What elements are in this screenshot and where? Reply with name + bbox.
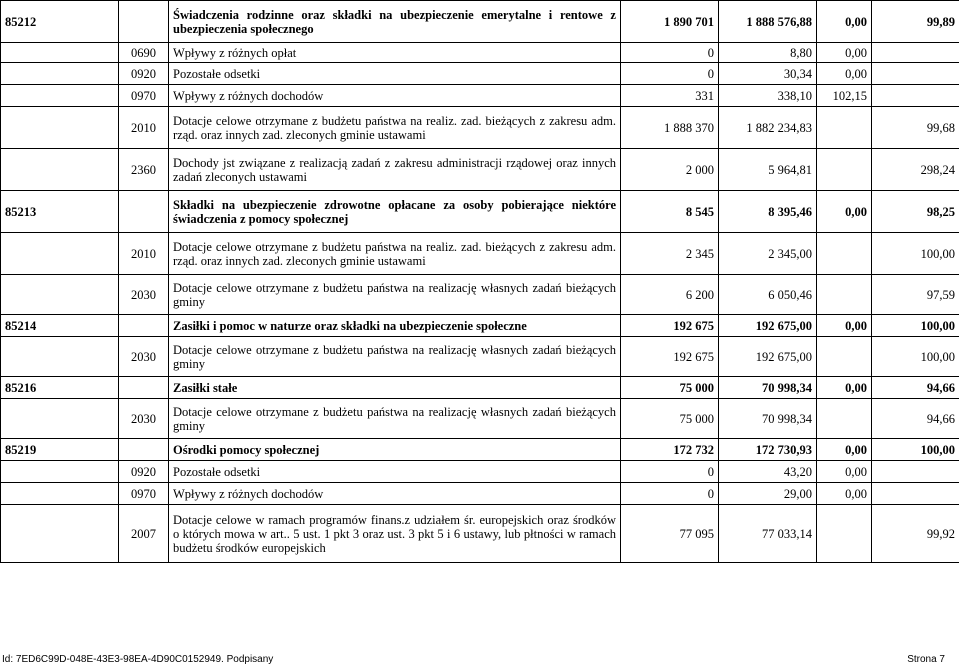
paragraph-code (119, 1, 169, 43)
percent-value (872, 85, 959, 107)
row-description: Dochody jst związane z realizacją zadań z zakresu administracji rządowej oraz innych zadań zleconych ustawami (169, 149, 621, 191)
percent-value (872, 461, 959, 483)
percent-value: 97,59 (872, 275, 959, 315)
section-code (1, 483, 119, 505)
plan-value: 0 (621, 461, 719, 483)
table-row (1, 43, 959, 63)
paragraph-code: 0920 (119, 461, 169, 483)
paragraph-code: 2010 (119, 233, 169, 275)
percent-value: 100,00 (872, 233, 959, 275)
remaining-value: 0,00 (817, 315, 872, 337)
section-code (1, 399, 119, 439)
table-row (1, 85, 959, 107)
row-description: Świadczenia rodzinne oraz składki na ubezpieczenie emerytalne i rentowe z ubezpieczenia społecznego (169, 1, 621, 43)
plan-value: 331 (621, 85, 719, 107)
table-row (1, 63, 959, 85)
paragraph-code: 0920 (119, 63, 169, 85)
table-row (1, 275, 959, 315)
paragraph-code (119, 315, 169, 337)
percent-value: 94,66 (872, 399, 959, 439)
paragraph-code: 2007 (119, 505, 169, 563)
table-row (1, 233, 959, 275)
section-row (1, 1, 959, 43)
paragraph-code: 2030 (119, 275, 169, 315)
paragraph-code (119, 439, 169, 461)
section-row (1, 191, 959, 233)
executed-value: 338,10 (719, 85, 817, 107)
percent-value (872, 63, 959, 85)
remaining-value: 0,00 (817, 63, 872, 85)
section-code (1, 63, 119, 85)
plan-value: 2 000 (621, 149, 719, 191)
executed-value: 29,00 (719, 483, 817, 505)
row-description: Dotacje celowe otrzymane z budżetu państwa na realizację własnych zadań bieżących gminy (169, 275, 621, 315)
table-body (1, 1, 959, 563)
remaining-value (817, 337, 872, 377)
row-description: Dotacje celowe otrzymane z budżetu państwa na realizację własnych zadań bieżących gminy (169, 399, 621, 439)
percent-value: 99,92 (872, 505, 959, 563)
remaining-value: 0,00 (817, 461, 872, 483)
row-description: Wpływy z różnych dochodów (169, 483, 621, 505)
executed-value: 1 888 576,88 (719, 1, 817, 43)
remaining-value (817, 399, 872, 439)
executed-value: 70 998,34 (719, 377, 817, 399)
paragraph-code: 2010 (119, 107, 169, 149)
remaining-value: 0,00 (817, 377, 872, 399)
row-description: Dotacje celowe otrzymane z budżetu państwa na realiz. zad. bieżących z zakresu adm. rząd. oraz innych zad. zleconych gminie ustawami (169, 107, 621, 149)
section-row (1, 439, 959, 461)
plan-value: 0 (621, 63, 719, 85)
section-row (1, 377, 959, 399)
executed-value: 5 964,81 (719, 149, 817, 191)
plan-value: 172 732 (621, 439, 719, 461)
executed-value: 70 998,34 (719, 399, 817, 439)
plan-value: 192 675 (621, 315, 719, 337)
row-description: Wpływy z różnych opłat (169, 43, 621, 63)
percent-value: 99,68 (872, 107, 959, 149)
plan-value: 6 200 (621, 275, 719, 315)
section-code: 85219 (1, 439, 119, 461)
executed-value: 2 345,00 (719, 233, 817, 275)
section-code (1, 505, 119, 563)
section-code (1, 85, 119, 107)
executed-value: 30,34 (719, 63, 817, 85)
table-row (1, 399, 959, 439)
row-description: Pozostałe odsetki (169, 63, 621, 85)
remaining-value: 102,15 (817, 85, 872, 107)
plan-value: 1 890 701 (621, 1, 719, 43)
plan-value: 77 095 (621, 505, 719, 563)
row-description: Pozostałe odsetki (169, 461, 621, 483)
row-description: Dotacje celowe otrzymane z budżetu państwa na realizację własnych zadań bieżących gminy (169, 337, 621, 377)
paragraph-code (119, 191, 169, 233)
remaining-value (817, 275, 872, 315)
plan-value: 1 888 370 (621, 107, 719, 149)
paragraph-code: 2030 (119, 337, 169, 377)
executed-value: 43,20 (719, 461, 817, 483)
plan-value: 75 000 (621, 377, 719, 399)
executed-value: 8 395,46 (719, 191, 817, 233)
paragraph-code: 0970 (119, 85, 169, 107)
page-number: Strona 7 (907, 654, 945, 665)
section-code (1, 43, 119, 63)
remaining-value (817, 107, 872, 149)
remaining-value: 0,00 (817, 191, 872, 233)
row-description: Ośrodki pomocy społecznej (169, 439, 621, 461)
section-row (1, 315, 959, 337)
percent-value: 94,66 (872, 377, 959, 399)
section-code: 85216 (1, 377, 119, 399)
paragraph-code: 0690 (119, 43, 169, 63)
percent-value (872, 483, 959, 505)
plan-value: 75 000 (621, 399, 719, 439)
table-row (1, 461, 959, 483)
section-code: 85213 (1, 191, 119, 233)
section-code: 85212 (1, 1, 119, 43)
paragraph-code: 2360 (119, 149, 169, 191)
table-row (1, 107, 959, 149)
executed-value: 192 675,00 (719, 315, 817, 337)
row-description: Dotacje celowe w ramach programów finans.z udziałem śr. europejskich oraz środków o których mowa w art.. 5 ust. 1 pkt 3 oraz ust. 3 pkt 5 i 6 ustawy, lub płtności w ramach budżetu środków europejskich (169, 505, 621, 563)
table-row (1, 149, 959, 191)
remaining-value: 0,00 (817, 439, 872, 461)
remaining-value: 0,00 (817, 43, 872, 63)
percent-value: 100,00 (872, 439, 959, 461)
percent-value: 100,00 (872, 315, 959, 337)
table-row (1, 505, 959, 563)
executed-value: 6 050,46 (719, 275, 817, 315)
plan-value: 0 (621, 43, 719, 63)
table-row (1, 483, 959, 505)
percent-value: 98,25 (872, 191, 959, 233)
row-description: Zasiłki i pomoc w naturze oraz składki na ubezpieczenie społeczne (169, 315, 621, 337)
row-description: Zasiłki stałe (169, 377, 621, 399)
row-description: Dotacje celowe otrzymane z budżetu państwa na realiz. zad. bieżących z zakresu adm. rząd. oraz innych zad. zleconych gminie ustawami (169, 233, 621, 275)
executed-value: 8,80 (719, 43, 817, 63)
remaining-value: 0,00 (817, 1, 872, 43)
section-code: 85214 (1, 315, 119, 337)
section-code (1, 149, 119, 191)
document-id: Id: 7ED6C99D-048E-43E3-98EA-4D90C0152949. Podpisany (2, 654, 274, 665)
executed-value: 192 675,00 (719, 337, 817, 377)
row-description: Wpływy z różnych dochodów (169, 85, 621, 107)
section-code (1, 107, 119, 149)
plan-value: 0 (621, 483, 719, 505)
paragraph-code: 0970 (119, 483, 169, 505)
percent-value: 99,89 (872, 1, 959, 43)
plan-value: 8 545 (621, 191, 719, 233)
plan-value: 2 345 (621, 233, 719, 275)
paragraph-code (119, 377, 169, 399)
section-code (1, 337, 119, 377)
section-code (1, 275, 119, 315)
executed-value: 1 882 234,83 (719, 107, 817, 149)
remaining-value (817, 149, 872, 191)
section-code (1, 461, 119, 483)
plan-value: 192 675 (621, 337, 719, 377)
remaining-value (817, 233, 872, 275)
section-code (1, 233, 119, 275)
percent-value (872, 43, 959, 63)
executed-value: 172 730,93 (719, 439, 817, 461)
percent-value: 298,24 (872, 149, 959, 191)
percent-value: 100,00 (872, 337, 959, 377)
remaining-value (817, 505, 872, 563)
row-description: Składki na ubezpieczenie zdrowotne opłacane za osoby pobierające niektóre świadczenia z pomocy społecznej (169, 191, 621, 233)
paragraph-code: 2030 (119, 399, 169, 439)
remaining-value: 0,00 (817, 483, 872, 505)
executed-value: 77 033,14 (719, 505, 817, 563)
table-row (1, 337, 959, 377)
